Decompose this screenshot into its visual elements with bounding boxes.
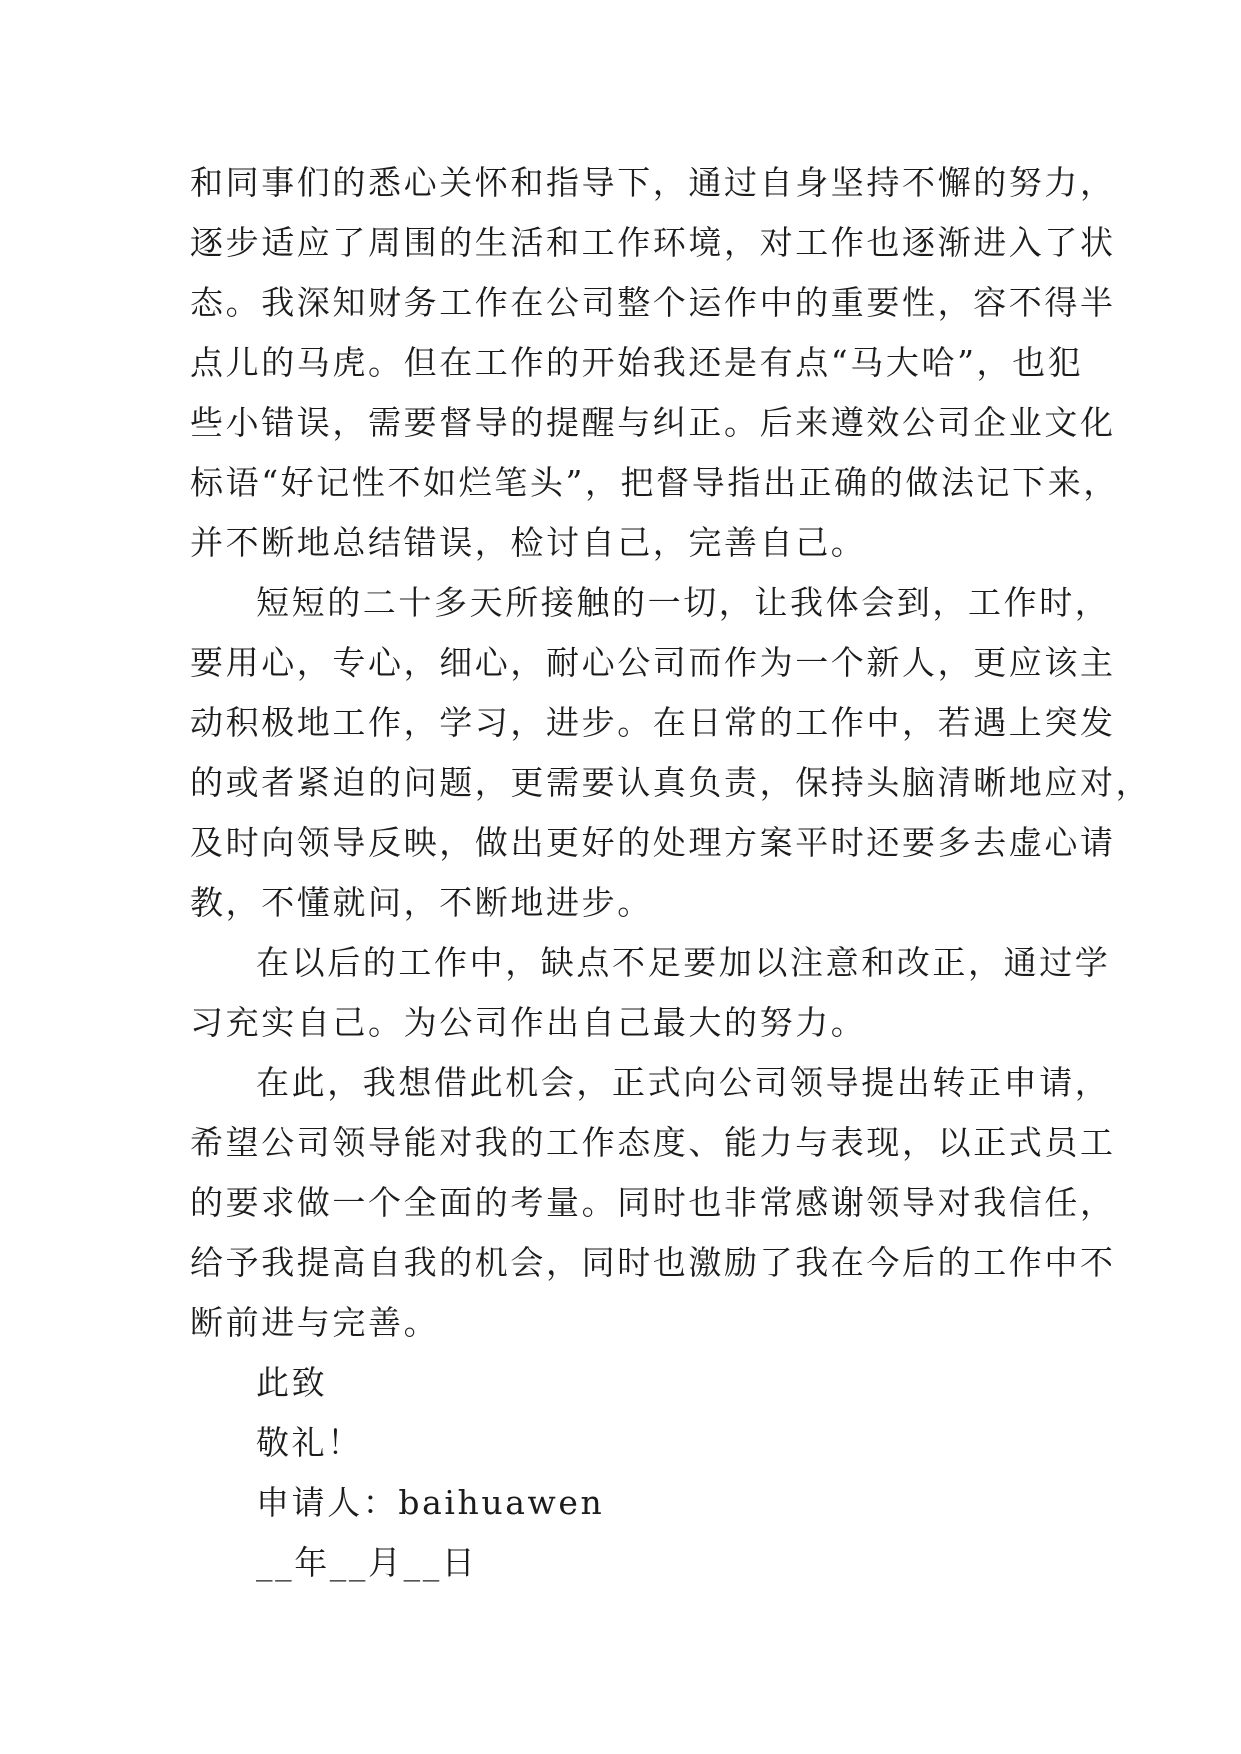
body-text-line: 逐步适应了周围的生活和工作环境，对工作也逐渐进入了状 — [190, 223, 1116, 262]
body-text-line: 及时向领导反映，做出更好的处理方案平时还要多去虚心请 — [190, 823, 1116, 862]
paragraph-first-line: 在以后的工作中，缺点不足要加以注意和改正，通过学 — [256, 943, 1111, 982]
body-text-line: 希望公司领导能对我的工作态度、能力与表现，以正式员工 — [190, 1123, 1116, 1162]
salutation-line: 敬礼！ — [256, 1423, 363, 1462]
body-text-line: 给予我提高自我的机会，同时也激励了我在今后的工作中不 — [190, 1243, 1116, 1282]
body-text-line: 动积极地工作，学习，进步。在日常的工作中，若遇上突发 — [190, 703, 1116, 742]
body-text-line: 断前进与完善。 — [190, 1303, 440, 1342]
body-text-line: 的或者紧迫的问题，更需要认真负责，保持头脑清晰地应对， — [190, 763, 1152, 802]
date-line: __年__月__日 — [256, 1543, 478, 1582]
body-text-line: 习充实自己。为公司作出自己最大的努力。 — [190, 1003, 867, 1042]
applicant-line: 申请人：baihuawen — [256, 1483, 605, 1522]
body-text-line: 点儿的马虎。但在工作的开始我还是有点“马大哈”，也犯 — [190, 343, 1084, 382]
paragraph-first-line: 短短的二十多天所接触的一切，让我体会到，工作时， — [256, 583, 1111, 622]
body-text-line: 标语“好记性不如烂笔头”，把督导指出正确的做法记下来， — [190, 463, 1119, 502]
closing-line: 此致 — [256, 1363, 328, 1402]
body-text-line: 教，不懂就问，不断地进步。 — [190, 883, 653, 922]
paragraph-first-line: 在此，我想借此机会，正式向公司领导提出转正申请， — [256, 1063, 1111, 1102]
body-text-line: 要用心，专心，细心，耐心公司而作为一个新人，更应该主 — [190, 643, 1116, 682]
body-text-line: 些小错误，需要督导的提醒与纠正。后来遵效公司企业文化 — [190, 403, 1116, 442]
body-text-line: 和同事们的悉心关怀和指导下，通过自身坚持不懈的努力， — [190, 163, 1116, 202]
body-text-line: 并不断地总结错误，检讨自己，完善自己。 — [190, 523, 867, 562]
body-text-line: 态。我深知财务工作在公司整个运作中的重要性，容不得半 — [190, 283, 1116, 322]
body-text-line: 的要求做一个全面的考量。同时也非常感谢领导对我信任， — [190, 1183, 1116, 1222]
